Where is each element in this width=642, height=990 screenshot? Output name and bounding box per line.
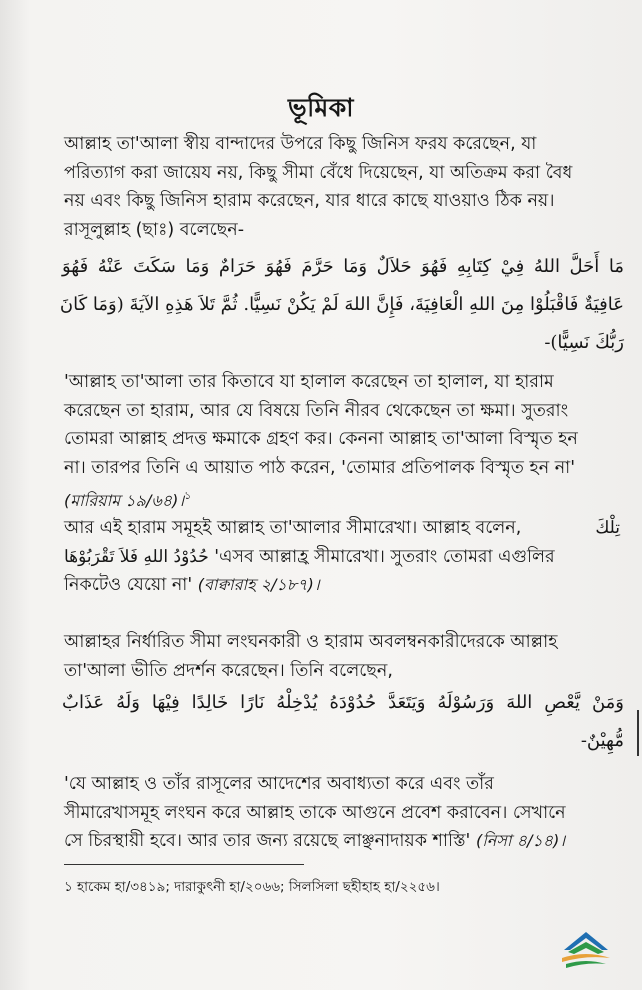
text-line: নয় এবং কিছু জিনিস হারাম করেছেন, যার ধারে কাছে যাওয়াও ঠিক নয়।	[64, 191, 555, 212]
text-line: 'যে আল্লাহ ও তাঁর রাসূলের আদেশের অবাধ্যতা করে এবং তাঁর	[64, 774, 494, 794]
text-line: রাসূলুল্লাহ (ছাঃ) বলেছেন-	[64, 219, 245, 240]
arabic-line: رَبُّكَ نَسِيًّا)-	[544, 332, 624, 353]
text-line	[64, 571, 620, 600]
verse-arabic	[62, 684, 624, 760]
text-line: তা'আলা ভীতি প্রদর্শন করেছেন। তিনি বলেছেন,	[64, 660, 393, 681]
footnote: ১ হাকেম হা/৩৪১৯; দারাকুৎনী হা/২০৬৬; সিলসিলা ছহীহাহ হা/২২৫৬।	[64, 879, 440, 895]
footnote-mark: ১	[184, 489, 192, 503]
warning-paragraph	[64, 628, 620, 685]
text-line: না। তারপর তিনি এ আয়াত পাঠ করেন, 'তোমার প্রতিপালক বিস্মৃত হন না'	[64, 457, 576, 478]
arabic-line: وَمَنْ يَّعْصِ اللهَ وَرَسُوْلَهُ وَيَتَعَدَّ حُدُوْدَهُ يُدْخِلْهُ نَارًا خَالِدًا فِيْهَا وَلَهُ عَذَابٌ	[62, 692, 624, 713]
arabic-line: مَا أَحَلَّ اللهُ فِيْ كِتَابِهِ فَهُوَ حَلاَلٌ وَمَا حَرَّمَ فَهُوَ حَرَامٌ وَمَا سَكَتَ عَنْهُ فَهُوَ	[62, 256, 624, 277]
text-line	[64, 514, 620, 543]
boundaries-text: 'এসব আল্লাহ্র সীমারেখা। সুতরাং তোমরা এগুলির	[214, 546, 555, 567]
arabic-inline: تِلْكَ	[595, 518, 620, 538]
reference: (মারিয়াম ১৯/৬৪)।	[64, 491, 185, 511]
margin-mark	[637, 710, 639, 756]
hadith-translation	[64, 368, 620, 516]
boundaries-paragraph	[64, 514, 620, 600]
reference: (বাক্বারাহ ২/১৮৭)।	[197, 575, 320, 595]
text-line: পরিত্যাগ করা জায়েয নয়, কিছু সীমা বেঁধে দিয়েছেন, যা অতিক্রম করা বৈধ	[64, 162, 573, 183]
arabic-line: مُّهِيْنٌ-	[580, 730, 624, 751]
page-title: ভূমিকা	[288, 93, 354, 122]
verse-translation	[64, 770, 620, 856]
text-line: 'আল্লাহ তা'আলা তার কিতাবে যা হালাল করেছেন তা হালাল, যা হারাম	[64, 372, 554, 392]
footnote-divider	[64, 864, 304, 865]
hadith-arabic	[59, 248, 624, 362]
text-line	[64, 482, 620, 515]
reference: (নিসা ৪/১৪)।	[475, 831, 566, 851]
boundaries-text: আর এই হারাম সমূহই আল্লাহ তা'আলার সীমারেখা। আল্লাহ বলেন,	[64, 518, 522, 538]
verse-translation-text: সে চিরস্থায়ী হবে। আর তার জন্য রয়েছে লাঞ্ছনাদায়ক শাস্তি'	[64, 831, 471, 852]
text-line: সীমারেখাসমূহ লংঘন করে আল্লাহ তাকে আগুনে প্রবেশ করাবেন। সেখানে	[64, 802, 566, 823]
arabic-line: عَافِيَةٌ فَاقْبَلُوْا مِنَ اللهِ الْعَافِيَةَ، فَإِنَّ اللهَ لَمْ يَكُنْ نَسِيًّا. ثُمَّ تَلاَ هَذِهِ الآيَةَ (وَمَا كَانَ	[59, 294, 624, 315]
boundaries-text: নিকটেও যেয়ো না'	[64, 575, 193, 596]
text-line: আল্লাহ তা'আলা স্বীয় বান্দাদের উপরে কিছু জিনিস ফরয করেছেন, যা	[64, 134, 537, 154]
text-line	[64, 543, 620, 572]
intro-paragraph	[64, 130, 620, 244]
text-line: করেছেন তা হারাম, আর যে বিষয়ে তিনি নীরব থেকেছেন তা ক্ষমা। সুতরাং	[64, 400, 569, 421]
text-line: তোমরা আল্লাহ প্রদত্ত ক্ষমাকে গ্রহণ কর। কেননা আল্লাহ তা'আলা বিস্মৃত হন	[64, 429, 578, 450]
publisher-logo-icon	[558, 928, 614, 974]
arabic-inline: حُدُوْدُ اللهِ فَلاَ تَقْرَبُوْهَا	[64, 546, 209, 567]
text-line: আল্লাহর নির্ধারিত সীমা লংঘনকারী ও হারাম অবলম্বনকারীদেরকে আল্লাহ	[64, 632, 558, 652]
text-line	[64, 827, 620, 856]
